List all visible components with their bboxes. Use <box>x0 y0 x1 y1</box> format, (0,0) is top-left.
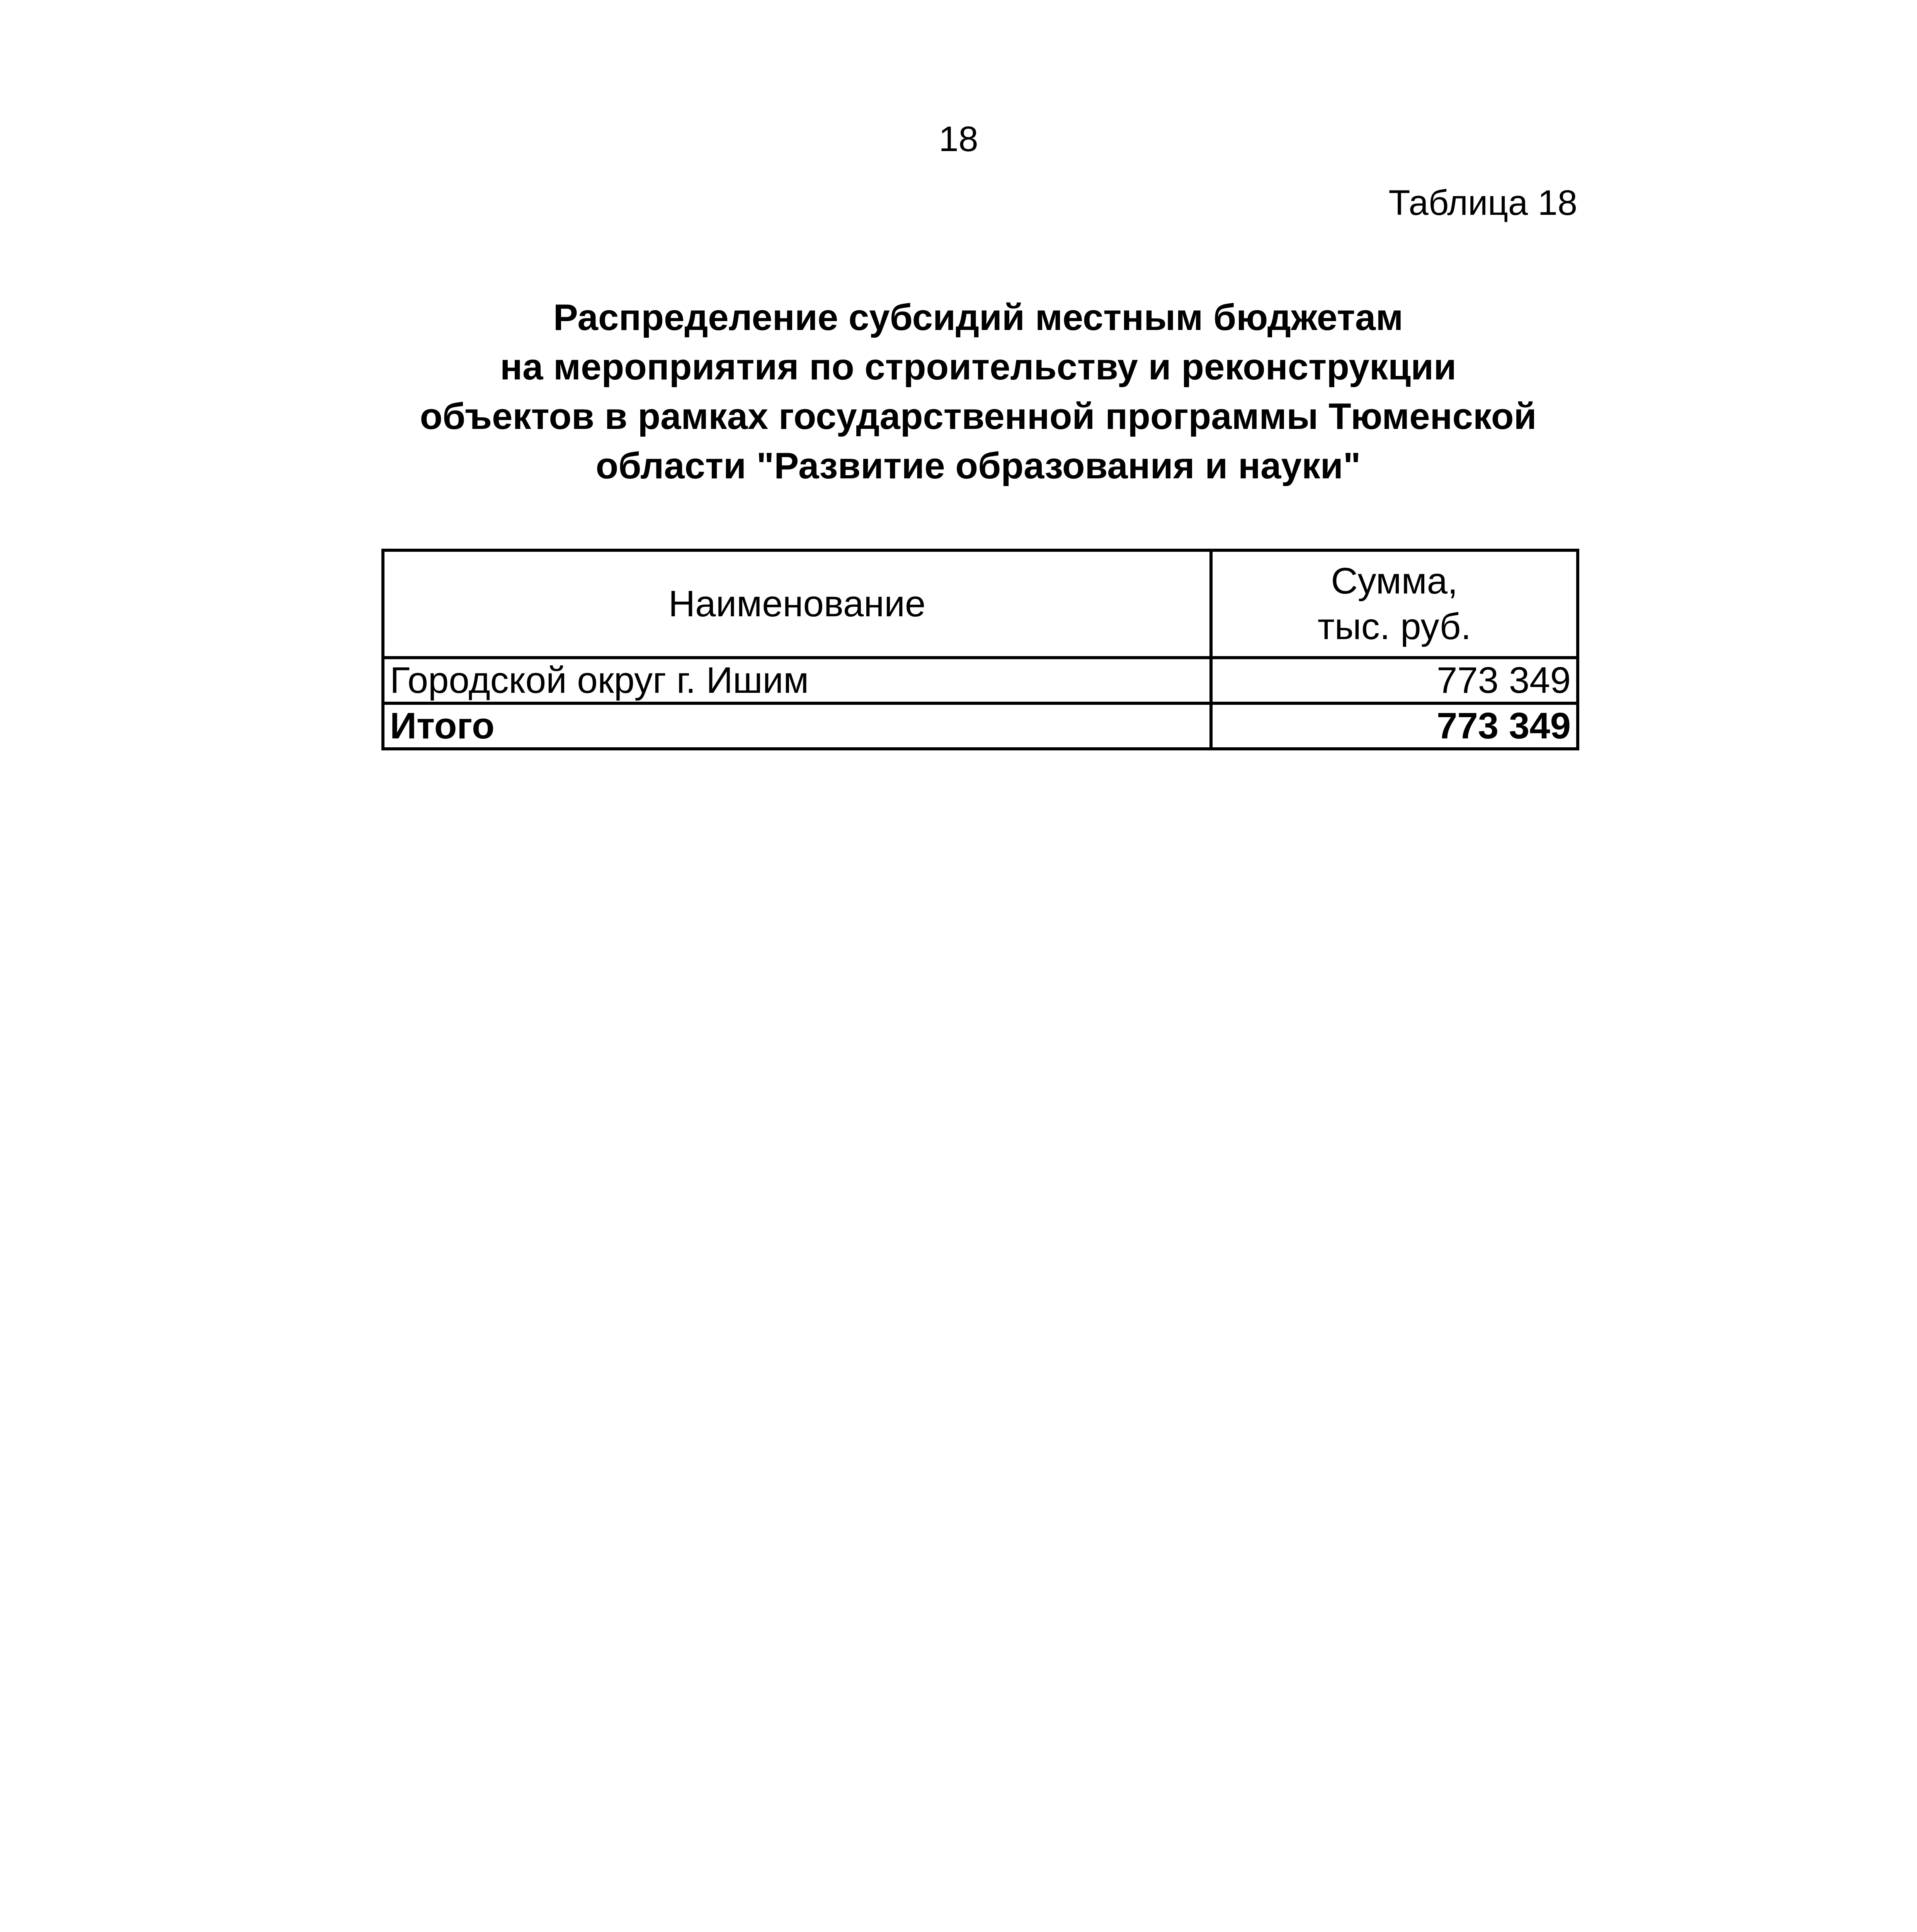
header-sum-line1: Сумма, <box>1331 560 1458 602</box>
table-label: Таблица 18 <box>1388 183 1577 223</box>
total-name: Итого <box>383 703 1211 749</box>
table-header-row <box>383 550 1578 658</box>
total-row <box>383 703 1578 749</box>
title-line: объектов в рамках государственной программы Тюменской <box>420 396 1537 437</box>
title-line: Распределение субсидий местным бюджетам <box>553 297 1403 338</box>
title-line: области "Развитие образования и науки" <box>595 445 1361 486</box>
header-name: Наименование <box>383 550 1211 658</box>
header-sum <box>1211 550 1578 658</box>
row-name: Городской округ г. Ишим <box>383 658 1211 703</box>
page-number: 18 <box>939 119 978 159</box>
header-sum-line2: тыс. руб. <box>1317 606 1471 647</box>
table-row <box>383 658 1578 703</box>
title-line: на мероприятия по строительству и реконструкции <box>500 346 1456 388</box>
row-sum: 773 349 <box>1211 658 1578 703</box>
total-sum: 773 349 <box>1211 703 1578 749</box>
document-title <box>383 293 1574 491</box>
subsidy-table <box>381 549 1579 750</box>
